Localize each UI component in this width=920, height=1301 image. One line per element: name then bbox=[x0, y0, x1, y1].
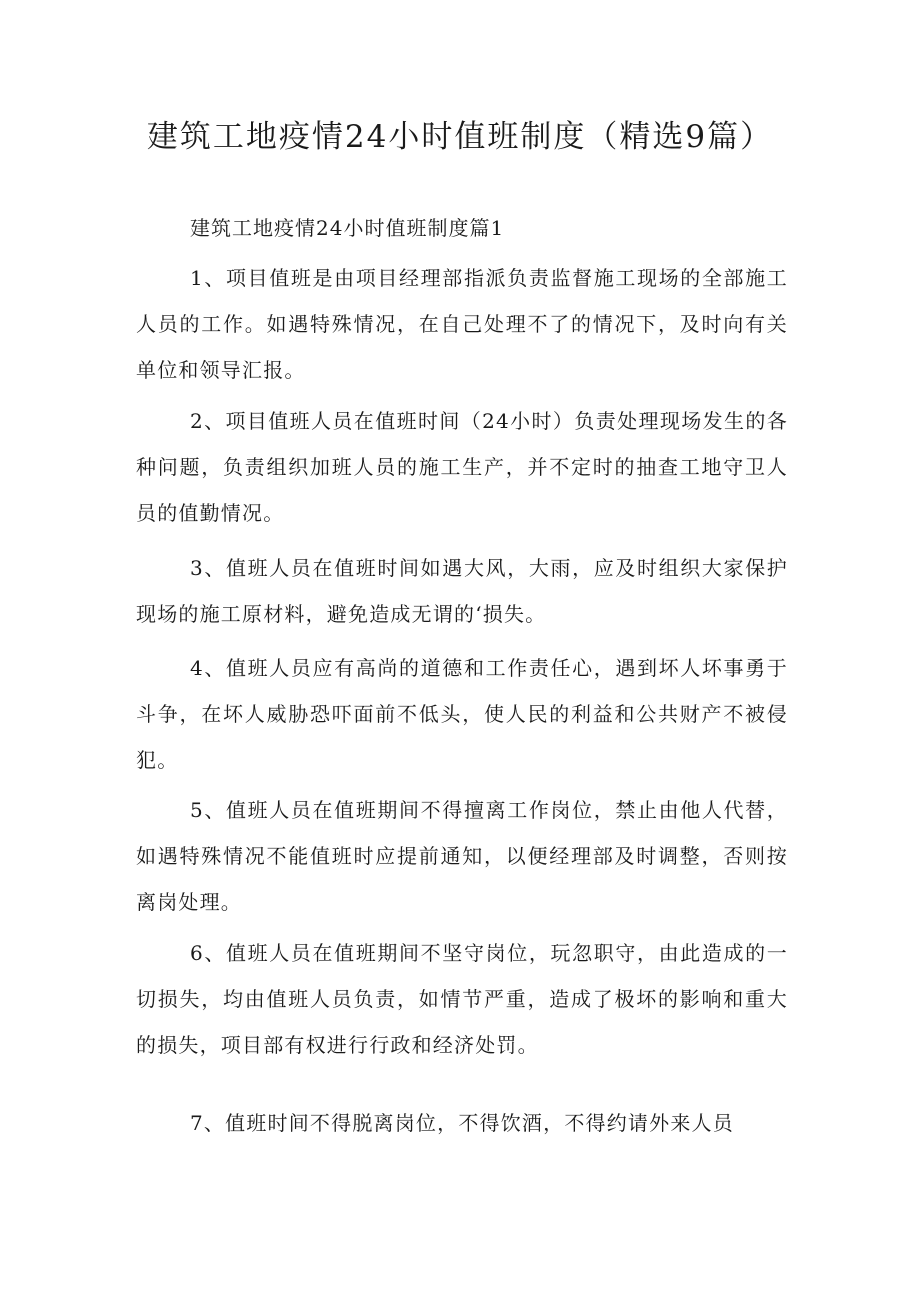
paragraph-4: 4、值班人员应有高尚的道德和工作责任心，遇到坏人坏事勇于斗争，在坏人威胁恐吓面前不低头，使人民的利益和公共财产不被侵犯。 bbox=[136, 656, 788, 772]
section-heading: 建筑工地疫情24小时值班制度篇1 bbox=[190, 216, 505, 240]
paragraph-1: 1、项目值班是由项目经理部指派负责监督施工现场的全部施工人员的工作。如遇特殊情况，在自己处理不了的情况下，及时向有关单位和领导汇报。 bbox=[136, 266, 788, 382]
paragraph-6: 6、值班人员在值班期间不坚守岗位，玩忽职守，由此造成的一切损失，均由值班人员负责，如情节严重，造成了极坏的影响和重大的损失，项目部有权进行行政和经济处罚。 bbox=[136, 941, 788, 1057]
paragraph-2: 2、项目值班人员在值班时间（24小时）负责处理现场发生的各种问题，负责组织加班人员的施工生产，并不定时的抽查工地守卫人员的值勤情况。 bbox=[136, 409, 788, 525]
paragraph-3: 3、值班人员在值班时间如遇大风，大雨，应及时组织大家保护现场的施工原材料，避免造成无谓的‘损失。 bbox=[136, 556, 788, 626]
paragraph-5: 5、值班人员在值班期间不得擅离工作岗位，禁止由他人代替，如遇特殊情况不能值班时应提前通知，以便经理部及时调整，否则按离岗处理。 bbox=[136, 798, 788, 914]
paragraph-7: 7、值班时间不得脱离岗位，不得饮酒，不得约请外来人员 bbox=[190, 1111, 734, 1135]
document-title: 建筑工地疫情24小时值班制度（精选9篇） bbox=[146, 119, 774, 155]
